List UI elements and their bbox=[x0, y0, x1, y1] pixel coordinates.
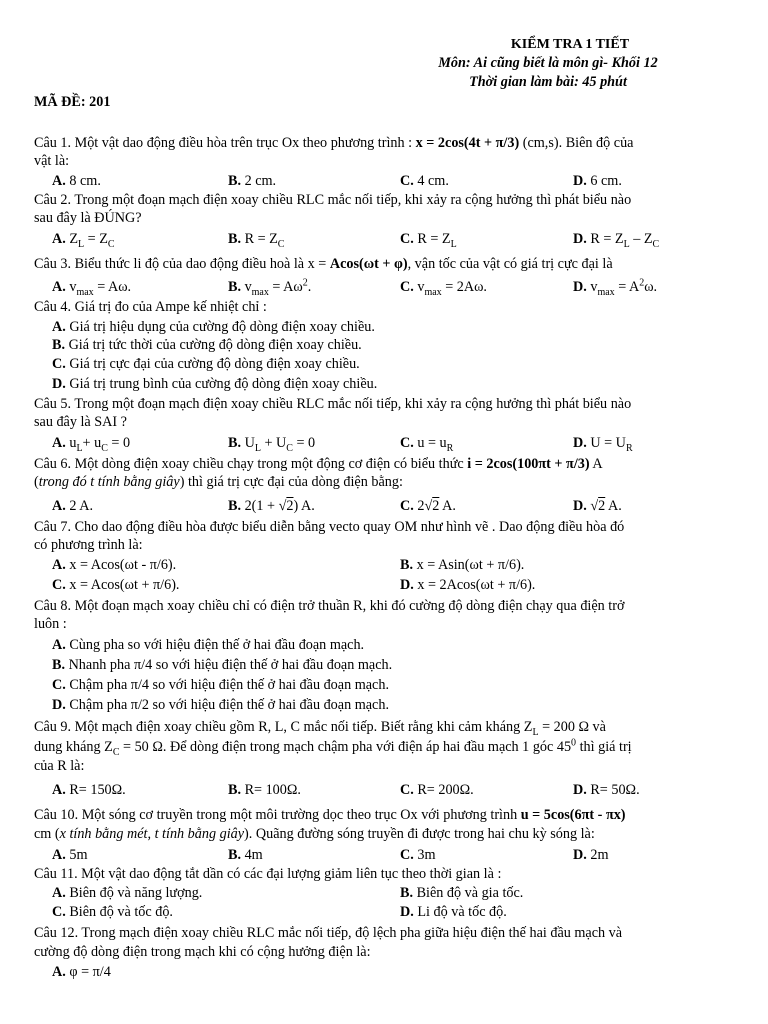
q7-a: x = Acos(ωt - π/6). bbox=[69, 557, 177, 573]
answer-option: C. $R = Z_L$ bbox=[400, 231, 457, 250]
text-line bbox=[0, 336, 768, 354]
q1-tail: (cm,s). Biên độ của bbox=[519, 135, 634, 151]
q4-d: Giá trị trung bình của cường độ dòng điện xoay chiều. bbox=[69, 376, 378, 392]
question-3 bbox=[0, 255, 768, 273]
letters-a: A. bbox=[52, 557, 66, 573]
q3-c: v bbox=[417, 279, 425, 295]
answer-option bbox=[34, 518, 624, 536]
q6-b1: 2(1 + bbox=[244, 498, 279, 514]
answer-option bbox=[52, 172, 101, 190]
text-line bbox=[0, 656, 768, 674]
text-line bbox=[0, 757, 768, 775]
question-6 bbox=[0, 455, 768, 473]
answer-option bbox=[34, 134, 633, 152]
answer-option: A. $u_L+ u_C = 0$ bbox=[52, 435, 131, 454]
q10-b: 4m bbox=[244, 847, 263, 863]
q7-d: x = 2Acos(ωt + π/6). bbox=[417, 577, 536, 593]
q9-b: R= 100Ω. bbox=[244, 782, 301, 798]
letters-c: C. bbox=[400, 279, 414, 295]
q6-eq: i = 2cos(100πt + π/3) bbox=[467, 456, 590, 472]
question-5-options bbox=[0, 434, 768, 452]
question-10 bbox=[0, 806, 768, 824]
answer-option bbox=[34, 298, 267, 316]
q10-d: 2m bbox=[590, 847, 609, 863]
answer-option bbox=[52, 846, 87, 864]
answer-option: C. $u = u_R$ bbox=[400, 435, 454, 454]
q6-it: trong đó t tính bằng giây bbox=[38, 474, 180, 490]
text-line bbox=[0, 825, 768, 843]
q8-line2: luôn : bbox=[34, 616, 67, 632]
q10-it: x tính bằng mét, t tính bằng giây bbox=[59, 826, 245, 842]
letters-b: B. bbox=[228, 435, 242, 451]
letters-d: D. bbox=[573, 498, 587, 514]
answer-option bbox=[52, 375, 377, 393]
letters-b: B. bbox=[228, 847, 242, 863]
q8-c: Chậm pha π/4 so với hiệu điện thế ở hai đầu đoạn mạch. bbox=[69, 677, 389, 693]
question-2 bbox=[0, 191, 768, 209]
answer-option bbox=[573, 781, 640, 799]
q10-l2b: ). Quãng đường sóng truyền đi được trong hai chu kỳ sóng là: bbox=[244, 826, 595, 842]
letters-a: A. bbox=[52, 319, 66, 335]
q3-tail: , vận tốc của vật có giá trị cực đại là bbox=[407, 256, 613, 272]
letters-b: B. bbox=[400, 557, 414, 573]
letters-c: C. bbox=[52, 904, 66, 920]
q10-label: Câu 10 bbox=[34, 807, 75, 823]
answer-option: C. $v_{max} = 2A\omega$. bbox=[400, 279, 487, 298]
q1-d: 6 cm. bbox=[590, 173, 622, 189]
answer-option bbox=[52, 903, 173, 921]
text-line bbox=[0, 676, 768, 694]
question-9-options bbox=[0, 781, 768, 799]
q10-eq: u = 5cos(6πt - πx) bbox=[520, 807, 626, 823]
q8-a: Cùng pha so với hiệu điện thế ở hai đầu đoạn mạch. bbox=[69, 637, 365, 653]
text-line bbox=[0, 556, 768, 574]
answer-option bbox=[34, 191, 631, 209]
q6-c: 2 bbox=[417, 498, 425, 514]
letters-c: C. bbox=[400, 173, 414, 189]
q6-a: 2 A. bbox=[69, 498, 93, 514]
exam-subject: Môn: Ai cũng biết là môn gì- Khối 12 bbox=[438, 55, 658, 71]
answer-option: D. $v_{max} = A^2\omega$. bbox=[573, 277, 658, 298]
answer-option bbox=[34, 255, 613, 273]
text-line bbox=[0, 576, 768, 594]
letters-d: D. bbox=[573, 435, 587, 451]
letters-b: B. bbox=[228, 498, 242, 514]
answer-option: D. $U = U_R$ bbox=[573, 435, 633, 454]
q12-a: φ = π/4 bbox=[69, 964, 111, 980]
q5-label: Câu 5 bbox=[34, 396, 68, 412]
question-1-options bbox=[0, 172, 768, 190]
answer-option bbox=[52, 963, 111, 981]
text-line bbox=[0, 884, 768, 902]
q5-text: . Trong một đoạn mạch điện xoay chiều RLC mắc nối tiếp, khi xảy ra cộng hưởng thì phát biểu nào bbox=[67, 396, 632, 412]
text-line bbox=[0, 963, 768, 981]
q11-d: Li độ và tốc độ. bbox=[417, 904, 507, 920]
q3-cv: = 2Aω. bbox=[441, 279, 487, 295]
q11-c: Biên độ và tốc độ. bbox=[69, 904, 173, 920]
answer-option bbox=[400, 172, 449, 190]
answer-option bbox=[34, 455, 603, 473]
question-2-options bbox=[0, 230, 768, 248]
exam-code: MÃ ĐỀ: 201 bbox=[34, 94, 111, 110]
q10-c: 3m bbox=[417, 847, 436, 863]
answer-option: dung kháng $Z_C = 50$ Ω. Để dòng điện trong mạch chậm pha với điện áp hai đầu mạch 1 góc $45^0$ thì giá trị bbox=[34, 737, 632, 758]
q4-c: Giá trị cực đại của cường độ dòng điện xoay chiều. bbox=[69, 356, 360, 372]
answer-option bbox=[400, 576, 535, 594]
answer-option bbox=[400, 781, 474, 799]
text-line bbox=[0, 413, 768, 431]
exam-time: Thời gian làm bài: 45 phút bbox=[469, 74, 627, 90]
letters-c: C. bbox=[52, 577, 66, 593]
text-line bbox=[0, 738, 768, 756]
letters-c: C. bbox=[400, 435, 414, 451]
q9-line3: của R là: bbox=[34, 758, 85, 774]
answer-option: A. $v_{max} = A\omega$. bbox=[52, 279, 132, 298]
q5-c: u = u bbox=[417, 435, 447, 451]
q2-line2: sau đây là ĐÚNG? bbox=[34, 210, 142, 226]
answer-option bbox=[228, 781, 301, 799]
answer-option bbox=[52, 636, 364, 654]
answer-option bbox=[400, 556, 524, 574]
letters-b: B. bbox=[52, 337, 66, 353]
text-line bbox=[0, 903, 768, 921]
letters-a: A. bbox=[52, 279, 66, 295]
letters-a: A. bbox=[52, 498, 66, 514]
q10-text: . Một sóng cơ truyền trong một môi trường dọc theo trục Ox với phương trình bbox=[74, 807, 521, 823]
letters-d: D. bbox=[573, 782, 587, 798]
answer-option bbox=[400, 884, 523, 902]
letters-b: B. bbox=[228, 231, 242, 247]
exam-title: KIỂM TRA 1 TIẾT bbox=[510, 37, 630, 52]
q2-text: . Trong một đoạn mạch điện xoay chiều RLC mắc nối tiếp, khi xảy ra cộng hưởng thì phát biểu nào bbox=[67, 192, 632, 208]
q8-label: Câu 8 bbox=[34, 598, 68, 614]
q12-text: . Trong mạch điện xoay chiều RLC mắc nối tiếp, độ lệch pha giữa hiệu điện thế hai đầu mạch và bbox=[74, 925, 623, 941]
answer-option: C. 2√2 A. bbox=[400, 498, 456, 514]
letters-d: D. bbox=[52, 376, 66, 392]
q9-text: . Một mạch điện xoay chiều gồm R, L, C mắc nối tiếp. Biết rằng khi cảm kháng Z bbox=[67, 719, 533, 735]
letters-d: D. bbox=[573, 231, 587, 247]
question-11 bbox=[0, 865, 768, 883]
q11-text: . Một vật dao động tắt dần có các đại lượng giảm liên tục theo thời gian là : bbox=[74, 866, 502, 882]
q9-d: R= 50Ω. bbox=[590, 782, 640, 798]
text-line bbox=[0, 943, 768, 961]
answer-option bbox=[52, 781, 126, 799]
q3-eq: Acos(ωt + φ) bbox=[329, 256, 408, 272]
q9-line2c: thì giá trị bbox=[576, 739, 632, 755]
q3-text: . Biểu thức li độ của dao động điều hoà là x = bbox=[67, 256, 330, 272]
answer-option: B. $R = Z_C$ bbox=[228, 231, 285, 250]
letters-d: D. bbox=[400, 904, 414, 920]
answer-option bbox=[34, 924, 622, 942]
q7-b: x = Asin(ωt + π/6). bbox=[416, 557, 525, 573]
letters-a: A. bbox=[52, 782, 66, 798]
letters-b: B. bbox=[228, 782, 242, 798]
q11-label: Câu 11 bbox=[34, 866, 75, 882]
text-line bbox=[0, 375, 768, 393]
answer-option: Câu 9. Một mạch điện xoay chiều gồm R, L, C mắc nối tiếp. Biết rằng khi cảm kháng $Z_L = 200$ Ω và bbox=[34, 719, 606, 738]
q4-a: Giá trị hiệu dụng của cường độ dòng điện xoay chiều. bbox=[69, 319, 375, 335]
letters-a: A. bbox=[52, 847, 66, 863]
q9-line2b: = 50 Ω. Để dòng điện trong mạch chậm pha với điện áp hai đầu mạch 1 góc 45 bbox=[119, 739, 572, 755]
letters-b: B. bbox=[228, 279, 242, 295]
letters-a: A. bbox=[52, 231, 66, 247]
answer-option bbox=[573, 172, 622, 190]
q12-label: Câu 12 bbox=[34, 925, 75, 941]
q6-b2: ) A. bbox=[293, 498, 315, 514]
answer-option bbox=[52, 676, 389, 694]
letters-a: A. bbox=[52, 885, 66, 901]
text-line bbox=[0, 318, 768, 336]
question-4 bbox=[0, 298, 768, 316]
question-5 bbox=[0, 395, 768, 413]
q6-label: Câu 6 bbox=[34, 456, 68, 472]
q1-text: . Một vật dao động điều hòa trên trục Ox theo phương trình : bbox=[67, 135, 416, 151]
answer-option bbox=[52, 336, 362, 354]
q11-a: Biên độ và năng lượng. bbox=[69, 885, 203, 901]
text-line bbox=[0, 355, 768, 373]
letters-d: D. bbox=[573, 173, 587, 189]
text-line bbox=[0, 152, 768, 170]
question-8 bbox=[0, 597, 768, 615]
letters-b: B. bbox=[52, 657, 66, 673]
letters-c: C. bbox=[400, 847, 414, 863]
answer-option bbox=[400, 903, 507, 921]
q4-b: Giá trị tức thời của cường độ dòng điện xoay chiều. bbox=[68, 337, 362, 353]
answer-option bbox=[228, 846, 263, 864]
text-line bbox=[0, 636, 768, 654]
letters-a: A. bbox=[52, 637, 66, 653]
q2-label: Câu 2 bbox=[34, 192, 68, 208]
q8-text: . Một đoạn mạch xoay chiều chỉ có điện trở thuần R, khi đó cường độ dòng điện chạy qua điện trở bbox=[67, 598, 625, 614]
letters-c: C. bbox=[400, 231, 414, 247]
q10-a: 5m bbox=[69, 847, 88, 863]
answer-option: B. $v_{max} = A\omega^2$. bbox=[228, 277, 312, 298]
q9-label: Câu 9 bbox=[34, 719, 68, 735]
q4-text: . Giá trị đo của Ampe kế nhiệt chỉ : bbox=[67, 299, 267, 315]
q10-l2a: cm ( bbox=[34, 826, 60, 842]
letters-d: D. bbox=[573, 279, 587, 295]
answer-option bbox=[52, 696, 389, 714]
text-line bbox=[0, 209, 768, 227]
answer-option: D. √2 A. bbox=[573, 498, 622, 514]
answer-option bbox=[52, 884, 202, 902]
answer-option bbox=[34, 395, 631, 413]
q6-tail: A bbox=[589, 456, 603, 472]
letters-c: C. bbox=[400, 498, 414, 514]
q8-d: Chậm pha π/2 so với hiệu điện thế ở hai đầu đoạn mạch. bbox=[69, 697, 389, 713]
letters-a: A. bbox=[52, 173, 66, 189]
letters-c: C. bbox=[400, 782, 414, 798]
answer-option bbox=[34, 825, 595, 843]
question-6-options bbox=[0, 497, 768, 515]
q3-label: Câu 3 bbox=[34, 256, 68, 272]
q6-line2: ) thì giá trị cực đại của dòng điện bằng: bbox=[179, 474, 403, 490]
q8-b: Nhanh pha π/4 so với hiệu điện thế ở hai đầu đoạn mạch. bbox=[68, 657, 393, 673]
q4-label: Câu 4 bbox=[34, 299, 68, 315]
answer-option bbox=[34, 597, 624, 615]
answer-option: (trong đó t tính bằng giây) thì giá trị cực đại của dòng điện bằng: bbox=[34, 474, 403, 490]
q1-b: 2 cm. bbox=[244, 173, 277, 189]
answer-option bbox=[52, 497, 93, 515]
answer-option bbox=[573, 846, 608, 864]
q7-line2: có phương trình là: bbox=[34, 537, 143, 553]
q1-label: Câu 1 bbox=[34, 135, 68, 151]
letters-d: D. bbox=[400, 577, 414, 593]
answer-option bbox=[228, 172, 276, 190]
q1-c: 4 cm. bbox=[417, 173, 449, 189]
answer-option: B. 2(1 + √2) A. bbox=[228, 498, 315, 514]
text-line bbox=[0, 536, 768, 554]
question-3-options bbox=[0, 278, 768, 296]
q11-b: Biên độ và gia tốc. bbox=[416, 885, 524, 901]
question-12 bbox=[0, 924, 768, 942]
letters-a: A. bbox=[52, 435, 66, 451]
letters-c: C. bbox=[52, 356, 66, 372]
letters-b: B. bbox=[400, 885, 414, 901]
text-line bbox=[0, 473, 768, 491]
question-7 bbox=[0, 518, 768, 536]
answer-option bbox=[52, 576, 179, 594]
answer-option bbox=[400, 846, 435, 864]
answer-option bbox=[52, 556, 176, 574]
q7-label: Câu 7 bbox=[34, 519, 68, 535]
letters-a: A. bbox=[52, 964, 66, 980]
q7-c: x = Acos(ωt + π/6). bbox=[69, 577, 180, 593]
text-line bbox=[0, 696, 768, 714]
q1-a: 8 cm. bbox=[69, 173, 101, 189]
answer-option: A. $Z_L = Z_C$ bbox=[52, 231, 115, 250]
answer-option bbox=[34, 806, 626, 824]
q12-line2: cường độ dòng điện trong mạch khi có cộng hưởng điện là: bbox=[34, 944, 371, 960]
q6-d: A. bbox=[608, 498, 622, 514]
letters-b: B. bbox=[228, 173, 242, 189]
letters-c: C. bbox=[52, 677, 66, 693]
question-1 bbox=[0, 134, 768, 152]
q1-eq: x = 2cos(4t + π/3) bbox=[415, 135, 520, 151]
q9-t2: = 200 Ω và bbox=[538, 719, 606, 735]
q9-a: R= 150Ω. bbox=[69, 782, 126, 798]
answer-option: D. $R = Z_L - Z_C$ bbox=[573, 231, 660, 250]
answer-option bbox=[52, 355, 360, 373]
text-line bbox=[0, 615, 768, 633]
q9-c: R= 200Ω. bbox=[417, 782, 474, 798]
letters-d: D. bbox=[52, 697, 66, 713]
q5-line2: sau đây là SAI ? bbox=[34, 414, 127, 430]
q6-text: . Một dòng điện xoay chiều chạy trong một động cơ điện có biểu thức bbox=[67, 456, 468, 472]
letters-d: D. bbox=[573, 847, 587, 863]
question-10-options bbox=[0, 846, 768, 864]
answer-option: B. $U_L + U_C = 0$ bbox=[228, 435, 316, 454]
answer-option bbox=[52, 656, 392, 674]
q9-line2a: dung kháng Z bbox=[34, 739, 113, 755]
answer-option bbox=[52, 318, 375, 336]
question-9 bbox=[0, 718, 768, 736]
q7-text: . Cho dao động điều hòa được biểu diễn bằng vecto quay OM như hình vẽ . Dao động điều hòa đó bbox=[67, 519, 625, 535]
answer-option bbox=[34, 865, 501, 883]
q1-line2: vật là: bbox=[34, 153, 70, 169]
